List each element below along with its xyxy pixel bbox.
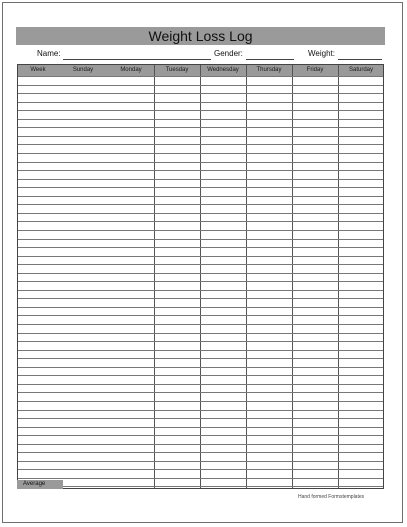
row-line — [18, 187, 383, 188]
row-line — [18, 333, 383, 334]
log-page — [2, 2, 403, 523]
row-line — [18, 239, 383, 240]
row-line — [18, 127, 383, 128]
col-header-friday: Friday — [306, 67, 324, 73]
row-line — [18, 461, 383, 462]
row-line — [18, 290, 383, 291]
column-divider — [338, 65, 339, 488]
row-line — [18, 162, 383, 163]
row-line — [18, 452, 383, 453]
name-field — [37, 49, 212, 61]
column-divider — [154, 65, 155, 488]
row-line — [18, 392, 383, 393]
row-line — [18, 410, 383, 411]
column-divider — [246, 65, 247, 488]
row-line — [18, 102, 383, 103]
row-line — [18, 444, 383, 445]
column-divider — [292, 65, 293, 488]
row-line — [18, 315, 383, 316]
row-line — [18, 298, 383, 299]
row-line — [18, 478, 383, 479]
gender-line[interactable] — [246, 59, 294, 60]
row-line — [18, 367, 383, 368]
row-line — [18, 136, 383, 137]
row-line — [18, 358, 383, 359]
row-line — [18, 375, 383, 376]
weight-line[interactable] — [338, 59, 382, 60]
row-line — [18, 179, 383, 180]
row-line — [18, 93, 383, 94]
name-label: Name: — [37, 49, 61, 58]
row-line — [18, 119, 383, 120]
weight-label: Weight: — [308, 49, 335, 58]
row-line — [18, 418, 383, 419]
row-line — [18, 85, 383, 86]
row-line — [18, 281, 383, 282]
weight-log-table — [17, 64, 384, 489]
row-line — [18, 76, 383, 77]
row-line — [18, 435, 383, 436]
gender-label: Gender: — [214, 49, 243, 58]
row-line — [18, 401, 383, 402]
column-divider — [200, 65, 201, 488]
row-line — [18, 213, 383, 214]
row-line — [18, 427, 383, 428]
row-line — [18, 350, 383, 351]
col-header-wednesday: Wednesday — [207, 67, 239, 73]
row-line — [18, 230, 383, 231]
col-header-sunday: Sunday — [72, 67, 94, 73]
row-line — [18, 256, 383, 257]
col-header-saturday: Saturday — [348, 67, 373, 73]
row-line — [18, 153, 383, 154]
row-line — [18, 384, 383, 385]
row-line — [18, 221, 383, 222]
col-header-week: Week — [30, 67, 46, 73]
row-line — [18, 469, 383, 470]
row-line — [18, 196, 383, 197]
row-line — [18, 307, 383, 308]
row-line — [18, 324, 383, 325]
row-line — [18, 110, 383, 111]
row-line — [18, 144, 383, 145]
col-header-monday: Monday — [120, 67, 142, 73]
row-line — [18, 341, 383, 342]
row-line — [18, 204, 383, 205]
average-label: Average — [17, 480, 63, 489]
name-line[interactable] — [63, 59, 211, 60]
footer-credit: Hand formed Formstemplates — [298, 494, 365, 500]
row-line — [18, 486, 383, 487]
page-title: Weight Loss Log — [16, 27, 385, 45]
gender-field — [214, 49, 296, 61]
row-line — [18, 273, 383, 274]
col-header-tuesday: Tuesday — [165, 67, 189, 73]
weight-field — [308, 49, 384, 61]
row-line — [18, 264, 383, 265]
row-line — [18, 247, 383, 248]
col-header-thursday: Thursday — [256, 67, 282, 73]
row-line — [18, 170, 383, 171]
